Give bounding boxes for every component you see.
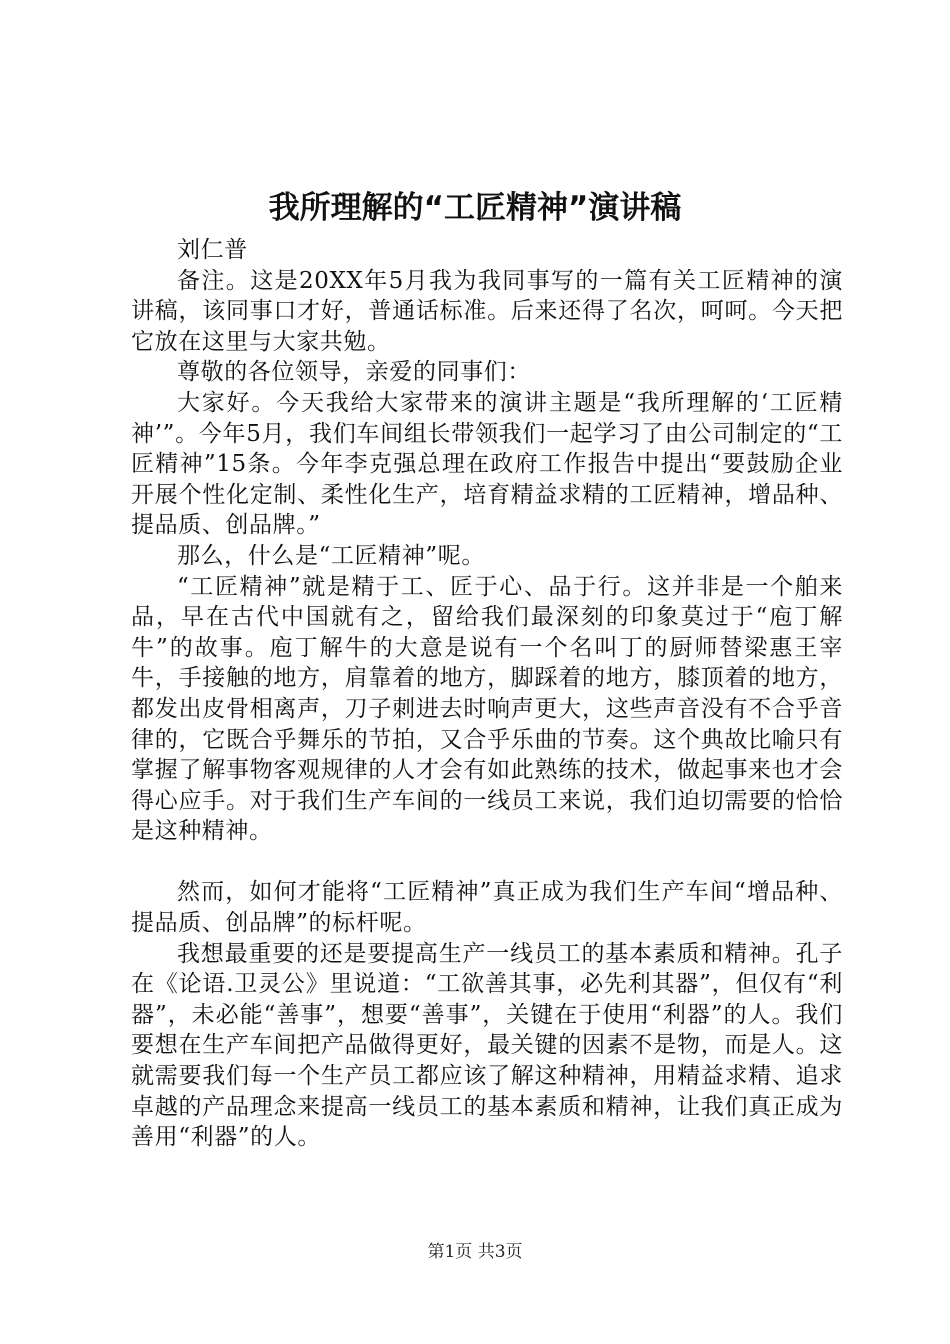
paragraph-intro: 大家好。今天我给大家带来的演讲主题是“我所理解的‘工匠精神’”。今年5月，我们车间组长带领我们一起学习了由公司制定的“工匠精神”15条。今年李克强总理在政府工作报告中提出“要鼓励企业开展个性化定制、柔性化生产，培育精益求精的工匠精神，增品种、提品质、创品牌。” bbox=[131, 389, 843, 539]
paragraph-salutation: 尊敬的各位领导，亲爱的同事们： bbox=[177, 359, 531, 386]
paragraph-spacer bbox=[131, 847, 843, 878]
author-line: 刘仁普 bbox=[177, 237, 248, 263]
paragraph-note: 备注。这是20XX年5月我为我同事写的一篇有关工匠精神的演讲稿，该同事口才好，普通话标准。后来还得了名次，呵呵。今天把它放在这里与大家共勉。 bbox=[131, 267, 843, 355]
paragraph-conclusion: 我想最重要的还是要提高生产一线员工的基本素质和精神。孔子在《论语.卫灵公》里说道：“工欲善其事，必先利其器”，但仅有“利器”，未必能“善事”，想要“善事”，关键在于使用“利器”的人。我们要想在生产车间把产品做得更好，最关键的因素不是物，而是人。这就需要我们每一个生产员工都应该了解这种精神，用精益求精、追求卓越的产品理念来提高一线员工的基本素质和精神，让我们真正成为善用“利器”的人。 bbox=[131, 940, 843, 1151]
document-title: 我所理解的“工匠精神”演讲稿 bbox=[268, 190, 682, 226]
document-body bbox=[131, 235, 843, 1153]
paragraph-question: 那么，什么是“工匠精神”呢。 bbox=[177, 542, 485, 569]
paragraph-definition: “工匠精神”就是精于工、匠于心、品于行。这并非是一个舶来品，早在古代中国就有之，留给我们最深刻的印象莫过于“庖丁解牛”的故事。庖丁解牛的大意是说有一个名叫丁的厨师替梁惠王宰牛，手接触的地方，肩靠着的地方，脚踩着的地方，膝顶着的地方，都发出皮骨相离声，刀子刺进去时响声更大，这些声音没有不合乎音律的，它既合乎舞乐的节拍，又合乎乐曲的节奏。这个典故比喻只有掌握了解事物客观规律的人才会有如此熟练的技术，做起事来也才会得心应手。对于我们生产车间的一线员工来说，我们迫切需要的恰恰是这种精神。 bbox=[131, 573, 843, 845]
page-footer: 第1页 共3页 bbox=[427, 1242, 523, 1262]
paragraph-how: 然而，如何才能将“工匠精神”真正成为我们生产车间“增品种、提品质、创品牌”的标杆呢。 bbox=[131, 879, 843, 937]
